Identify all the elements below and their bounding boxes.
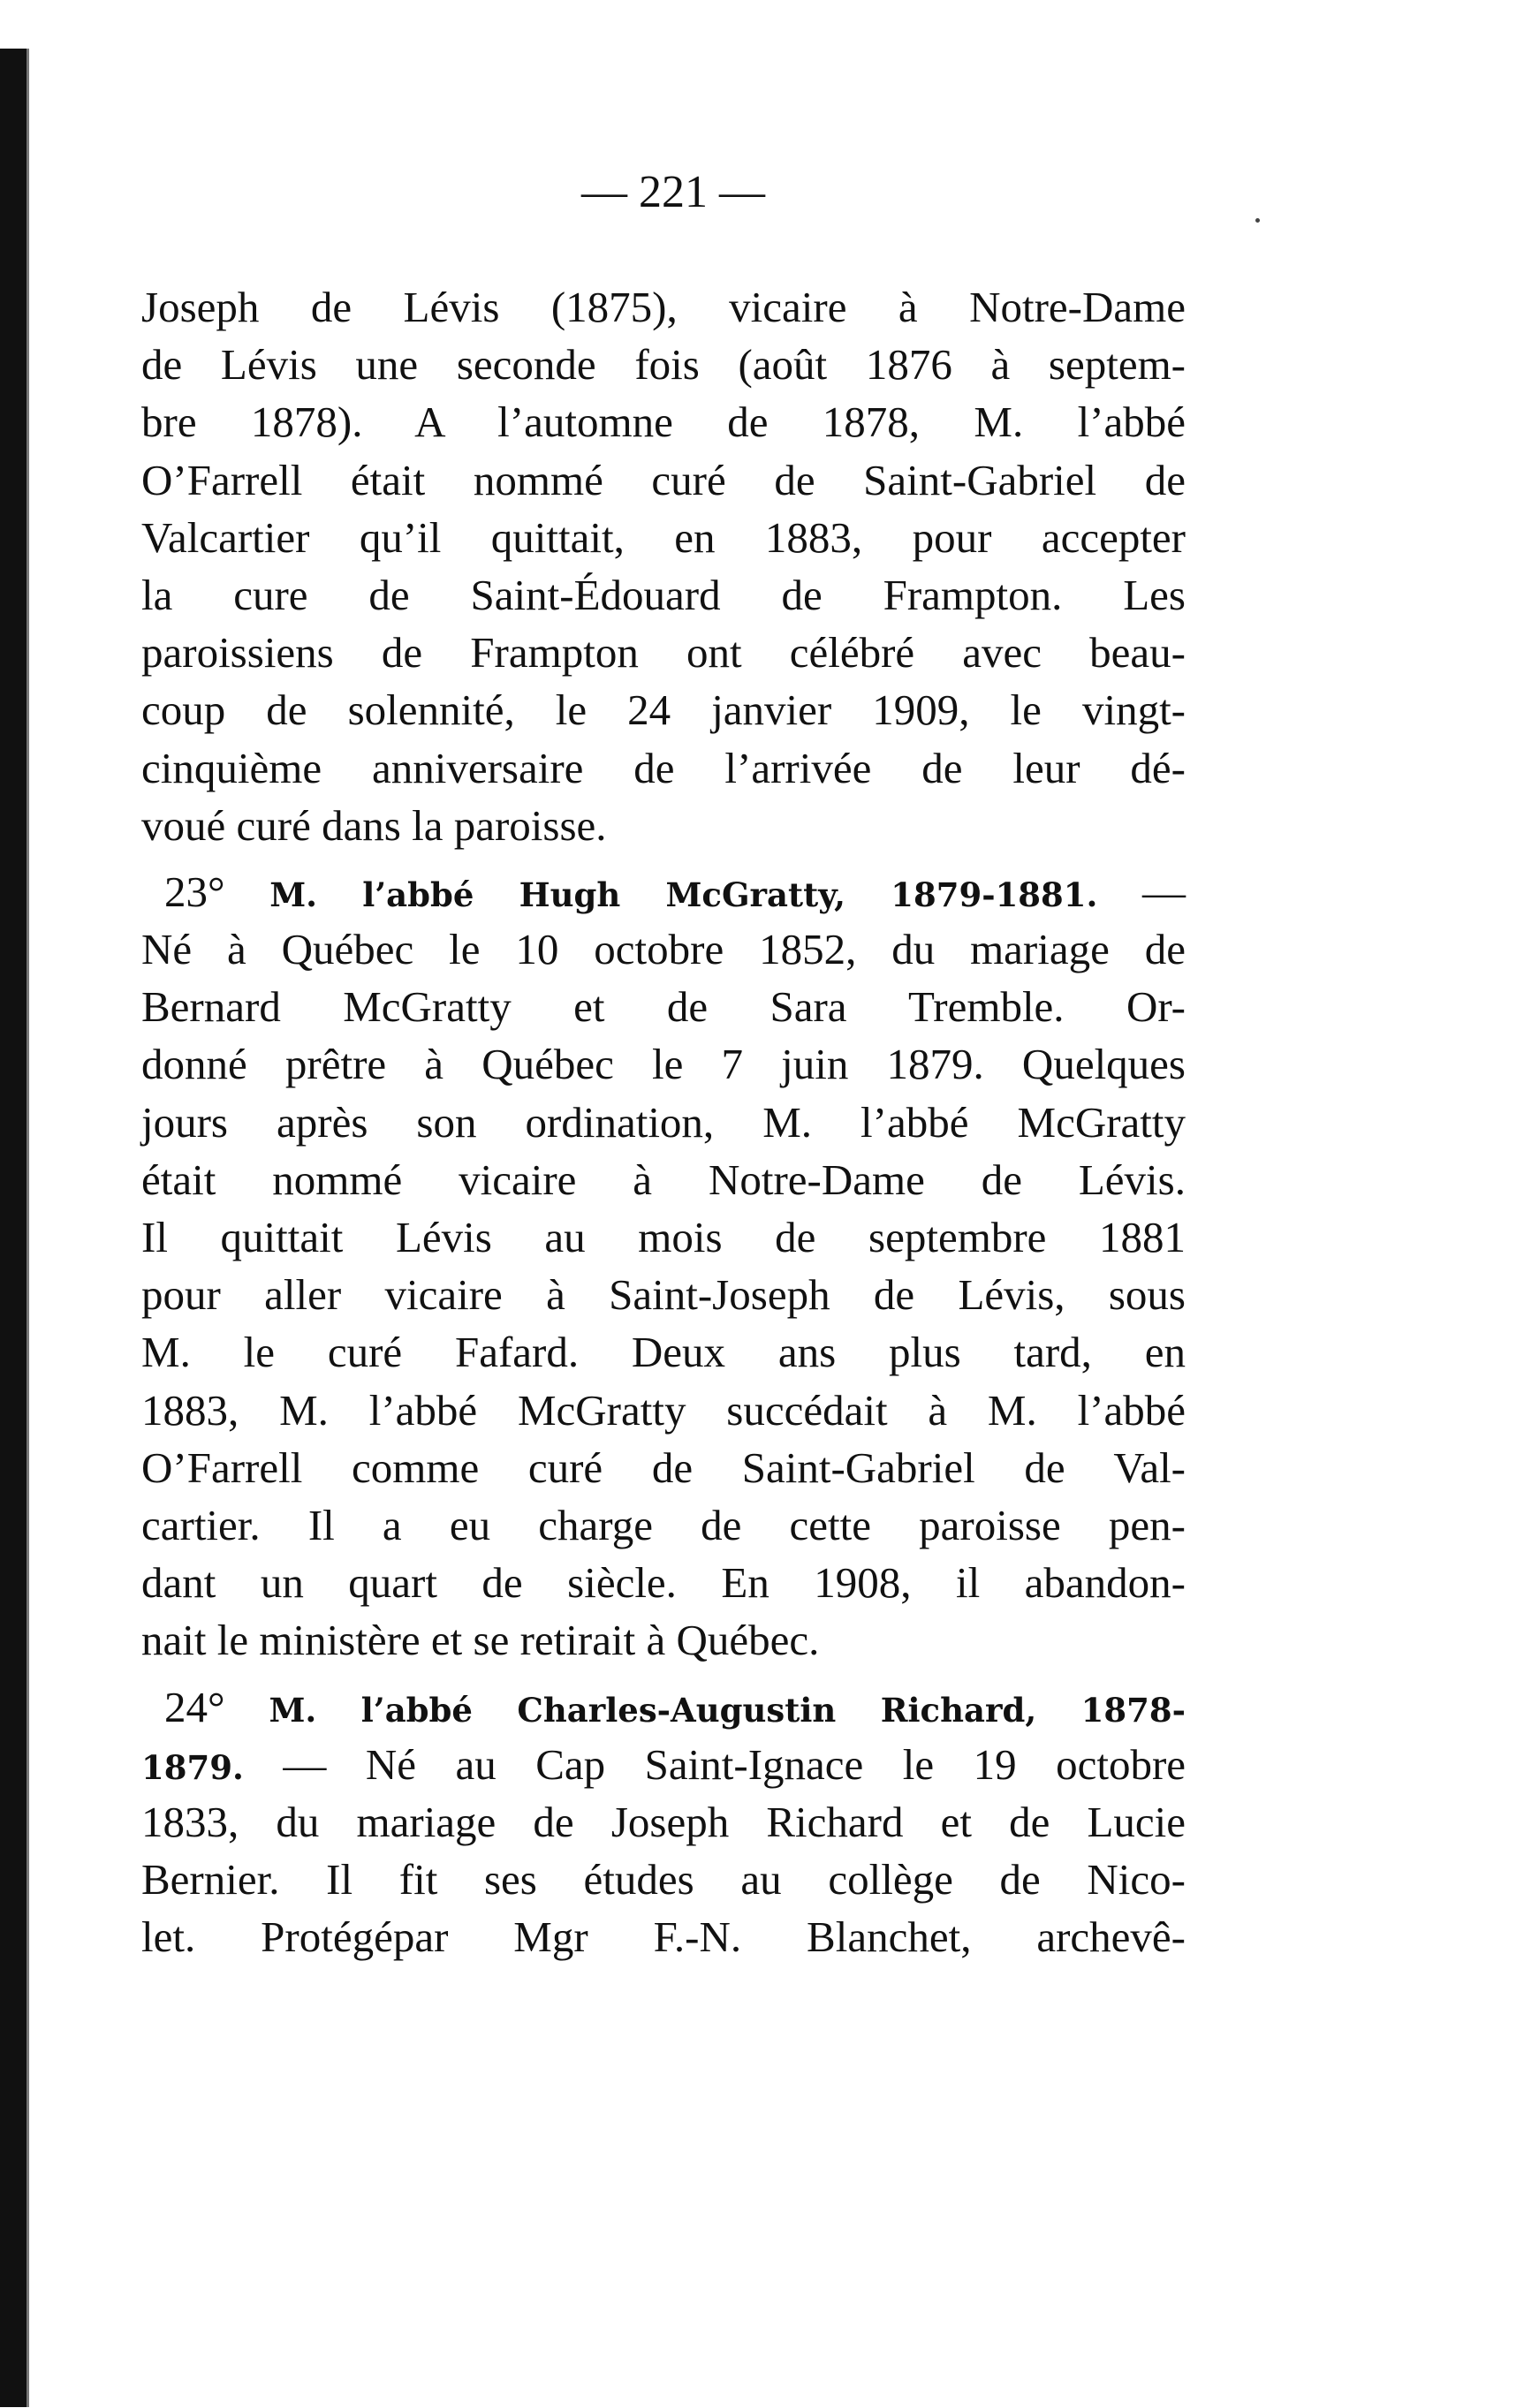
entry-24 bbox=[141, 1678, 1186, 1966]
text-line: était nommé vicaire à Notre-Dame de Lévis. bbox=[141, 1155, 1186, 1204]
book-spine-edge bbox=[27, 49, 29, 2407]
text-line: 1883, M. l’abbé McGratty succédait à M. l’abbé bbox=[141, 1385, 1186, 1435]
text-line: paroissiens de Frampton ont célébré avec beau- bbox=[141, 628, 1186, 678]
entry-heading-line bbox=[141, 863, 1186, 920]
text-line: nait le ministère et se retirait à Québec. bbox=[141, 1616, 820, 1665]
paragraph-1 bbox=[141, 278, 1186, 854]
entry-heading-continued: 1879. bbox=[141, 1747, 244, 1787]
entry-heading-line bbox=[141, 1678, 1186, 1736]
text-line: coup de solennité, le 24 janvier 1909, le vingt- bbox=[141, 685, 1186, 735]
text-line: donné prêtre à Québec le 7 juin 1879. Quelques bbox=[141, 1040, 1186, 1089]
print-speck bbox=[1255, 218, 1260, 223]
text-line: pour aller vicaire à Saint-Joseph de Lévis, sous bbox=[141, 1270, 1186, 1320]
text-line: de Lévis une seconde fois (août 1876 à septem- bbox=[141, 340, 1186, 390]
text-line: Bernier. Il fit ses études au collège de Nico- bbox=[141, 1855, 1186, 1904]
page-number: — 221 — bbox=[581, 167, 765, 217]
text-line: jours après son ordination, M. l’abbé McGratty bbox=[141, 1097, 1186, 1147]
text-line: Bernard McGratty et de Sara Tremble. Or- bbox=[141, 982, 1186, 1032]
text-run: — Né au Cap Saint-Ignace le 19 octobre bbox=[283, 1739, 1186, 1789]
text-line: 1833, du mariage de Joseph Richard et de Lucie bbox=[141, 1797, 1186, 1846]
text-line: cartier. Il a eu charge de cette paroisse pen- bbox=[141, 1500, 1186, 1549]
book-spine-shadow bbox=[0, 49, 27, 2407]
entry-23 bbox=[141, 863, 1186, 1670]
em-dash: — bbox=[1142, 867, 1186, 916]
text-line: Joseph de Lévis (1875), vicaire à Notre-Dame bbox=[141, 283, 1186, 331]
text-line bbox=[141, 1736, 1186, 1793]
text-line: Valcartier qu’il quittait, en 1883, pour accepter bbox=[141, 512, 1186, 562]
entry-number: 24° bbox=[164, 1682, 225, 1731]
text-line: Né à Québec le 10 octobre 1852, du mariage de bbox=[141, 925, 1186, 974]
text-line: bre 1878). A l’automne de 1878, M. l’abbé bbox=[141, 398, 1186, 447]
text-line: cinquième anniversaire de l’arrivée de leur dé- bbox=[141, 743, 1186, 792]
text-line: la cure de Saint-Édouard de Frampton. Les bbox=[141, 570, 1186, 619]
text-line: voué curé dans la paroisse. bbox=[141, 800, 607, 850]
text-line: O’Farrell comme curé de Saint-Gabriel de Val- bbox=[141, 1443, 1186, 1492]
text-line: M. le curé Fafard. Deux ans plus tard, en bbox=[141, 1328, 1186, 1377]
entry-heading: M. l’abbé Charles-Augustin Richard, 1878- bbox=[269, 1690, 1186, 1730]
page-body bbox=[141, 278, 1186, 1965]
entry-number: 23° bbox=[164, 867, 225, 916]
entry-heading: M. l’abbé Hugh McGratty, 1879-1881. bbox=[269, 875, 1098, 914]
text-line: O’Farrell était nommé curé de Saint-Gabriel de bbox=[141, 455, 1186, 504]
text-line: Il quittait Lévis au mois de septembre 1881 bbox=[141, 1213, 1186, 1261]
text-line: dant un quart de siècle. En 1908, il abandon- bbox=[141, 1558, 1186, 1608]
text-line: let. Protégépar Mgr F.-N. Blanchet, archevê- bbox=[141, 1912, 1186, 1962]
